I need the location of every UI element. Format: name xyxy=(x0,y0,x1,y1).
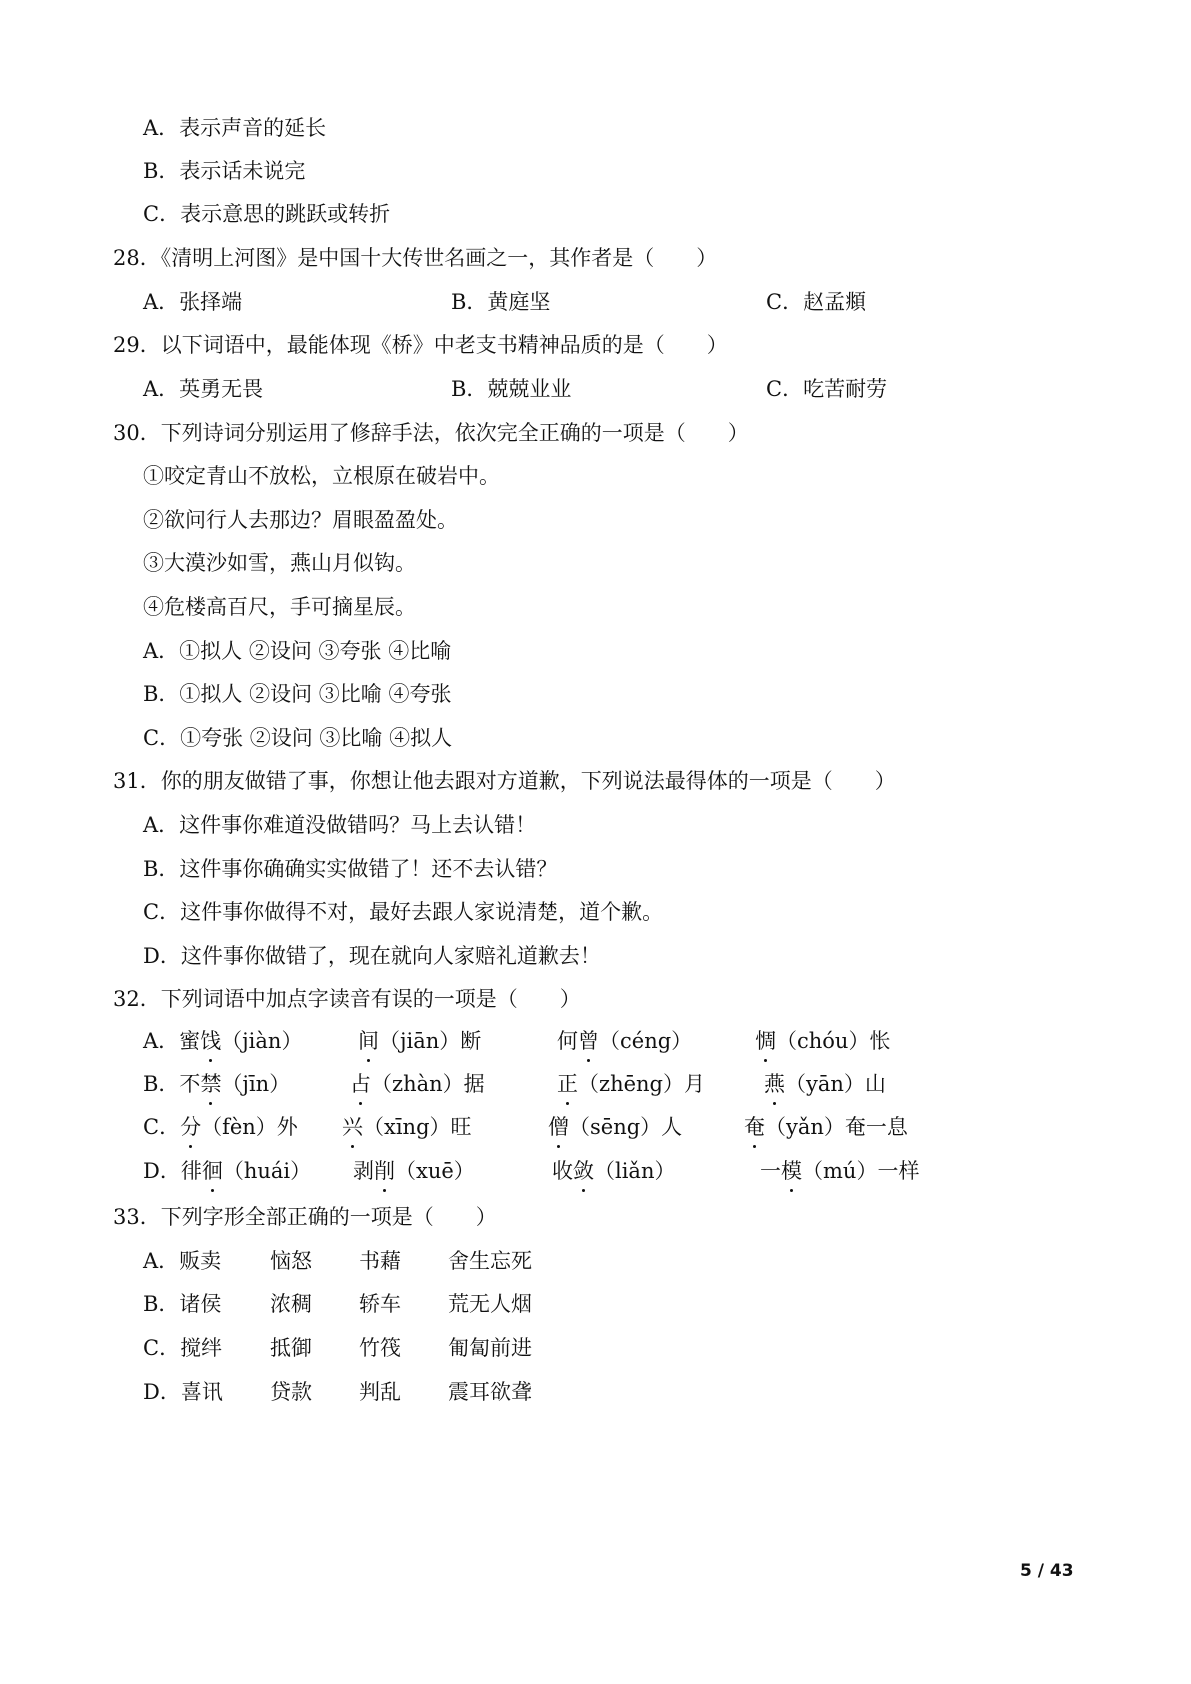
q32-d-word-2: 剥削（xuē） xyxy=(353,1159,475,1183)
q32-c-word-2: 兴（xīng）旺 xyxy=(342,1115,472,1139)
q33-b-word: B．诸侯 xyxy=(143,1292,222,1316)
q32-option-a xyxy=(0,1027,1191,1055)
question-28-stem: 28．《清明上河图》是中国十大传世名画之一，其作者是（ ） xyxy=(113,246,718,270)
q33-option-d xyxy=(0,1378,1191,1406)
q30-option-b: B．①拟人 ②设问 ③比喻 ④夸张 xyxy=(143,682,452,706)
question-31-stem: 31．你的朋友做错了事，你想让他去跟对方道歉，下列说法最得体的一项是（ ） xyxy=(113,769,896,793)
q30-poem-line-4: ④危楼高百尺，手可摘星辰。 xyxy=(143,595,416,619)
q33-d-word: D．喜讯 xyxy=(143,1380,223,1404)
q30-poem-line-3: ③大漠沙如雪，燕山月似钩。 xyxy=(143,551,416,575)
q32-option-b xyxy=(0,1070,1191,1098)
option-a: A．表示声音的延长 xyxy=(143,116,327,140)
q32-a-word-3: 何曾（céng） xyxy=(557,1029,693,1053)
question-30-stem: 30．下列诗词分别运用了修辞手法，依次完全正确的一项是（ ） xyxy=(113,421,749,445)
q30-option-a: A．①拟人 ②设问 ③夸张 ④比喻 xyxy=(143,639,452,663)
q28-option-a: A．张择端 xyxy=(143,290,243,314)
q31-option-b: B．这件事你确确实实做错了！还不去认错？ xyxy=(143,857,558,881)
q33-b-word: 荒无人烟 xyxy=(448,1292,532,1316)
q32-b-word-2: 占（zhàn）据 xyxy=(350,1072,485,1096)
q33-d-word: 震耳欲聋 xyxy=(448,1380,532,1404)
q33-c-word: 抵御 xyxy=(270,1336,312,1360)
q33-a-word: 恼怒 xyxy=(270,1249,312,1273)
q33-d-word: 判乱 xyxy=(359,1380,401,1404)
question-33-stem: 33．下列字形全部正确的一项是（ ） xyxy=(113,1205,497,1229)
q31-option-a: A．这件事你难道没做错吗？马上去认错！ xyxy=(143,813,537,837)
q32-a-word-4: 惆（chóu）怅 xyxy=(755,1029,891,1053)
q32-a-word-2: 间（jiān）断 xyxy=(358,1029,482,1053)
q30-option-c: C．①夸张 ②设问 ③比喻 ④拟人 xyxy=(143,726,453,750)
q33-b-word: 浓稠 xyxy=(270,1292,312,1316)
q33-a-word: 书藉 xyxy=(359,1249,401,1273)
q32-b-word-1: B．不禁（jīn） xyxy=(143,1072,291,1096)
question-32-stem: 32．下列词语中加点字读音有误的一项是（ ） xyxy=(113,987,581,1011)
option-b: B．表示话未说完 xyxy=(143,159,306,183)
q28-option-b: B．黄庭坚 xyxy=(451,290,551,314)
q31-option-c: C．这件事你做得不对，最好去跟人家说清楚，道个歉。 xyxy=(143,900,664,924)
q33-b-word: 轿车 xyxy=(359,1292,401,1316)
q33-a-word: 舍生忘死 xyxy=(448,1249,532,1273)
q29-option-c: C．吃苦耐劳 xyxy=(766,377,888,401)
q32-c-word-1: C．分（fèn）外 xyxy=(143,1115,298,1139)
question-29-stem: 29．以下词语中，最能体现《桥》中老支书精神品质的是（ ） xyxy=(113,333,728,357)
q33-option-b xyxy=(0,1290,1191,1318)
q30-poem-line-1: ①咬定青山不放松，立根原在破岩中。 xyxy=(143,464,500,488)
q33-c-word: C．搅绊 xyxy=(143,1336,223,1360)
q33-option-a xyxy=(0,1247,1191,1275)
q32-option-c xyxy=(0,1113,1191,1141)
option-c: C．表示意思的跳跃或转折 xyxy=(143,202,391,226)
q29-option-b: B．兢兢业业 xyxy=(451,377,572,401)
q29-option-a: A．英勇无畏 xyxy=(143,377,264,401)
q32-option-d xyxy=(0,1157,1191,1185)
q28-option-c: C．赵孟頫 xyxy=(766,290,867,314)
q33-a-word: A．贩卖 xyxy=(143,1249,222,1273)
q33-option-c xyxy=(0,1334,1191,1362)
q32-b-word-4: 燕（yān）山 xyxy=(764,1072,886,1096)
q32-b-word-3: 正（zhēng）月 xyxy=(557,1072,705,1096)
page-number: 5 / 43 xyxy=(1020,1561,1074,1581)
q33-d-word: 贷款 xyxy=(270,1380,312,1404)
q32-d-word-1: D．徘徊（huái） xyxy=(143,1159,312,1183)
q32-d-word-3: 收敛（liǎn） xyxy=(552,1159,676,1183)
q32-d-word-4: 一模（mú）一样 xyxy=(760,1159,920,1183)
q33-c-word: 匍匐前进 xyxy=(448,1336,532,1360)
q31-option-d: D．这件事你做错了，现在就向人家赔礼道歉去！ xyxy=(143,944,601,968)
q33-c-word: 竹筏 xyxy=(359,1336,401,1360)
q32-a-word-1: A．蜜饯（jiàn） xyxy=(143,1029,303,1053)
q30-poem-line-2: ②欲问行人去那边？眉眼盈盈处。 xyxy=(143,508,458,532)
q32-c-word-4: 奄（yǎn）奄一息 xyxy=(744,1115,908,1139)
q32-c-word-3: 僧（sēng）人 xyxy=(548,1115,683,1139)
